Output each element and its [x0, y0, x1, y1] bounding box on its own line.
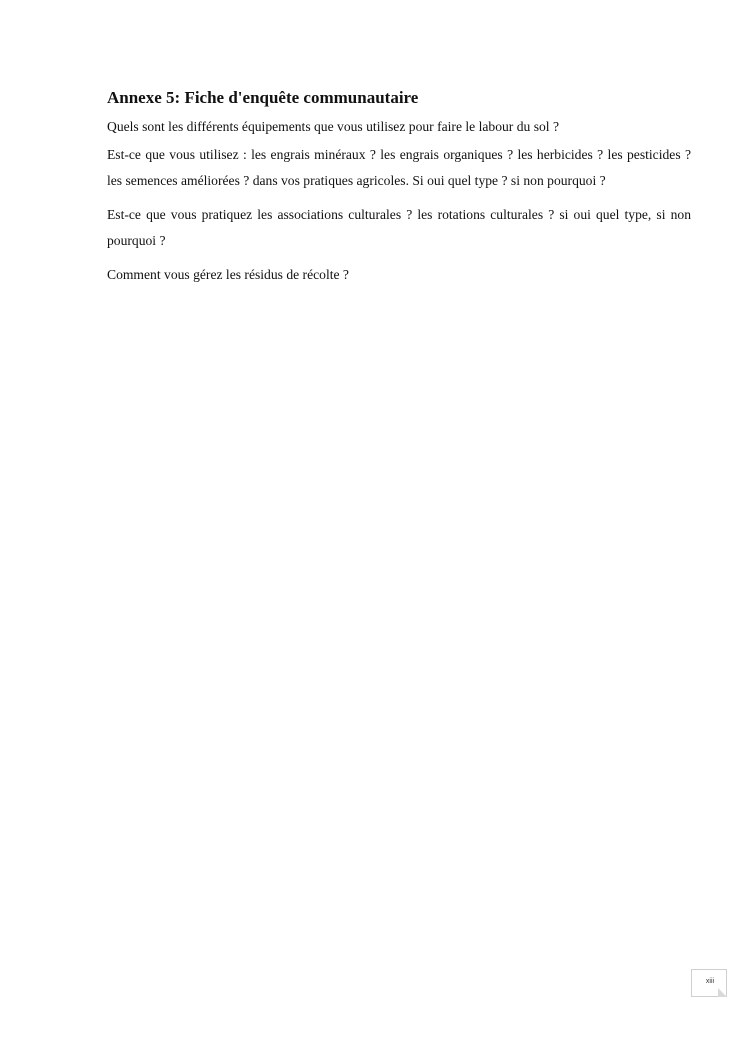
page-fold-icon — [718, 988, 727, 997]
page-number: xiii — [705, 978, 715, 985]
section-title: Annexe 5: Fiche d'enquête communautaire — [107, 88, 419, 107]
question-equipment: Quels sont les différents équipements que vous utilisez pour faire le labour du sol ? — [107, 119, 560, 134]
question-cropping-practices: Est-ce que vous pratiquez les associations culturales ? les rotations culturales ? si oui quel type, si non pourquoi ? — [107, 207, 691, 248]
question-inputs: Est-ce que vous utilisez : les engrais minéraux ? les engrais organiques ? les herbicides ? les pesticides ? les semences améliorées ? dans vos pratiques agricoles. Si oui quel type ? si non pourquoi ? — [107, 147, 691, 188]
page-content — [107, 86, 691, 296]
page-number-box — [691, 969, 727, 997]
question-crop-residues: Comment vous gérez les résidus de récolte ? — [107, 267, 349, 282]
